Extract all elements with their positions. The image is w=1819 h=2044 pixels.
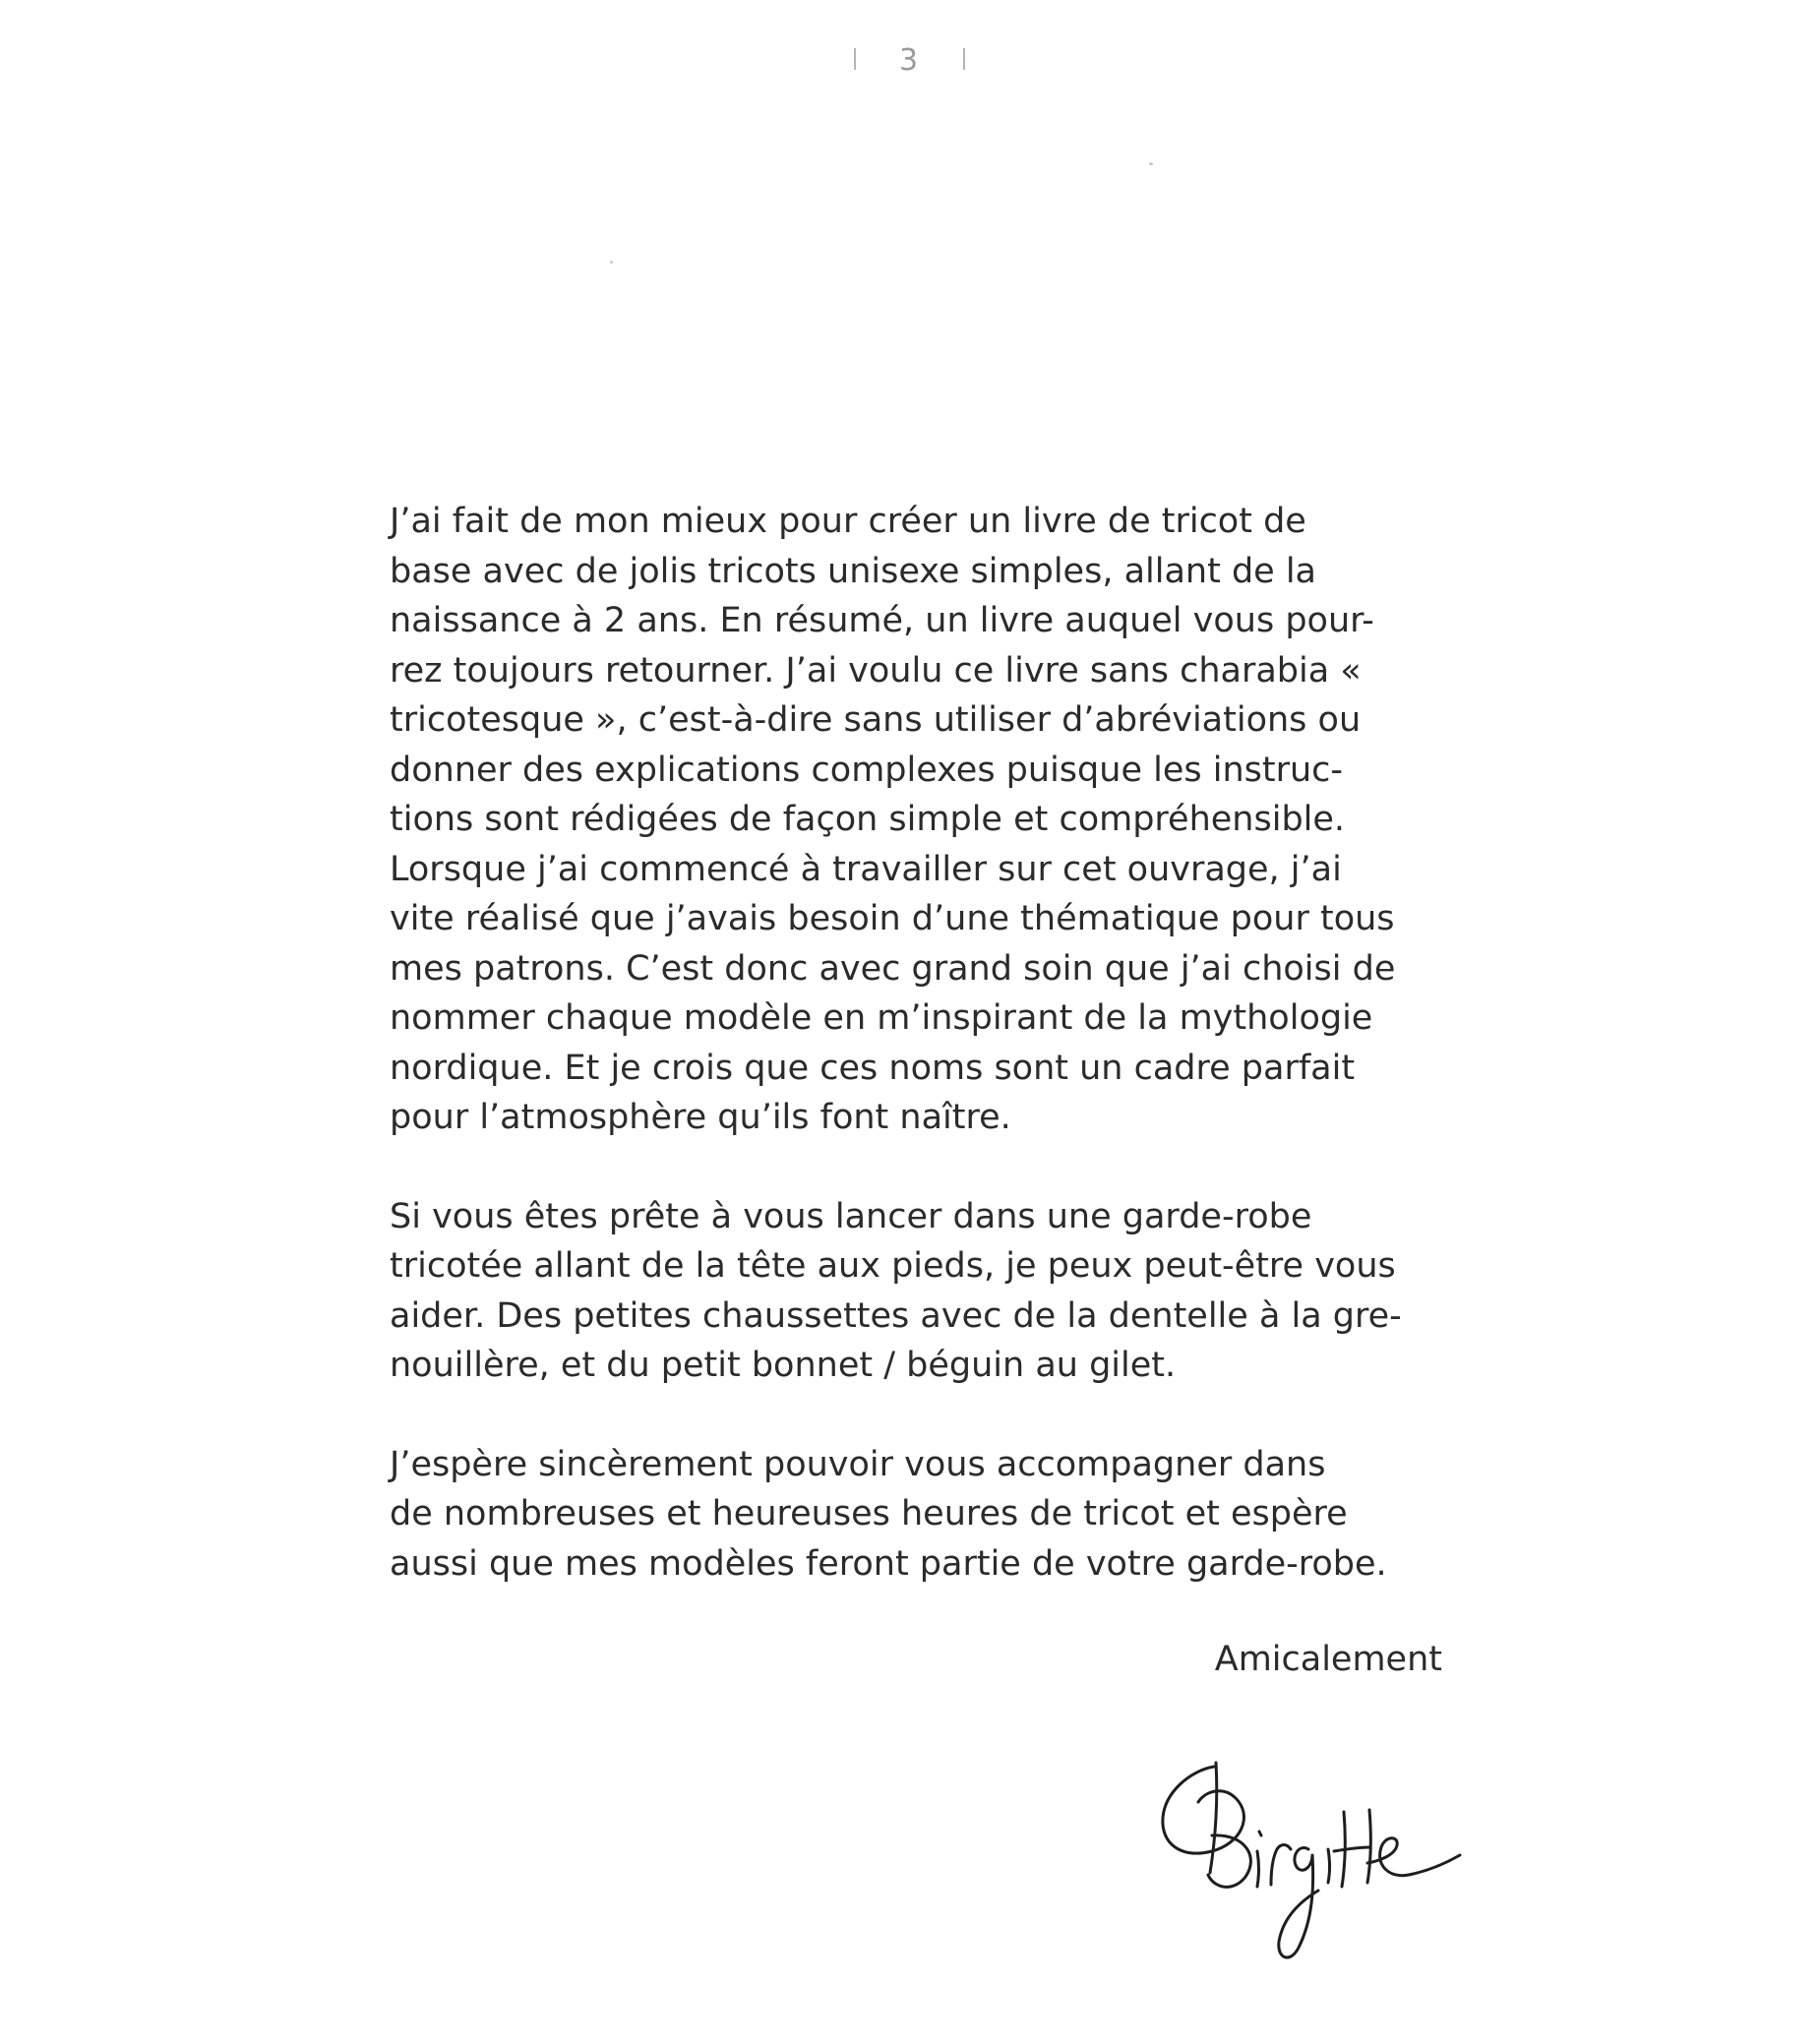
text-line: Si vous êtes prête à vous lancer dans une garde-robe (390, 1196, 1312, 1236)
text-line: Lorsque j’ai commencé à travailler sur cet ouvrage, j’ai (390, 849, 1342, 889)
text-line: aussi que mes modèles feront partie de votre garde-robe. (390, 1543, 1387, 1584)
closing-salutation: Amicalement (1214, 1640, 1442, 1679)
scan-speck (610, 261, 613, 264)
page-number (0, 43, 1819, 78)
text-line: tions sont rédigées de façon simple et compréhensible. (390, 800, 1346, 839)
text-line: naissance à 2 ans. En résumé, un livre auquel vous pour- (390, 601, 1374, 640)
scan-speck (1149, 162, 1153, 165)
paragraph-2 (390, 1192, 1452, 1391)
text-line: rez toujours retourner. J’ai voulu ce livre sans charabia « (390, 650, 1362, 691)
paragraph-1 (390, 497, 1452, 1143)
text-line: base avec de jolis tricots unisexe simples, allant de la (390, 551, 1316, 591)
letter-body (390, 497, 1452, 1589)
text-line: nouillère, et du petit bonnet / béguin au gilet. (390, 1346, 1177, 1385)
text-line: tricotesque », c’est-à-dire sans utiliser d’abréviations ou (390, 700, 1362, 740)
paragraph-3 (390, 1440, 1452, 1590)
page-number-right-rule (963, 48, 965, 70)
text-line: donner des explications complexes puisque les instruc- (390, 750, 1344, 790)
text-line: mes patrons. C’est donc avec grand soin que j’ai choisi de (390, 948, 1396, 989)
text-line: vite réalisé que j’avais besoin d’une thématique pour tous (390, 899, 1395, 938)
text-line: J’ai fait de mon mieux pour créer un livre de tricot de (390, 502, 1306, 541)
text-line: tricotée allant de la tête aux pieds, je peux peut-être vous (390, 1246, 1396, 1286)
page-number-left-rule (854, 48, 856, 70)
text-line: pour l’atmosphère qu’ils font naître. (390, 1098, 1011, 1137)
handwritten-signature (1151, 1741, 1466, 1967)
text-line: J’espère sincèrement pouvoir vous accompagner dans (390, 1444, 1326, 1484)
text-line: de nombreuses et heureuses heures de tricot et espère (390, 1494, 1348, 1533)
text-line: nordique. Et je crois que ces noms sont un cadre parfait (390, 1048, 1356, 1088)
text-line: aider. Des petites chaussettes avec de la dentelle à la gre- (390, 1295, 1402, 1336)
text-line: nommer chaque modèle en m’inspirant de la mythologie (390, 998, 1373, 1038)
page-number-value: 3 (898, 43, 921, 78)
